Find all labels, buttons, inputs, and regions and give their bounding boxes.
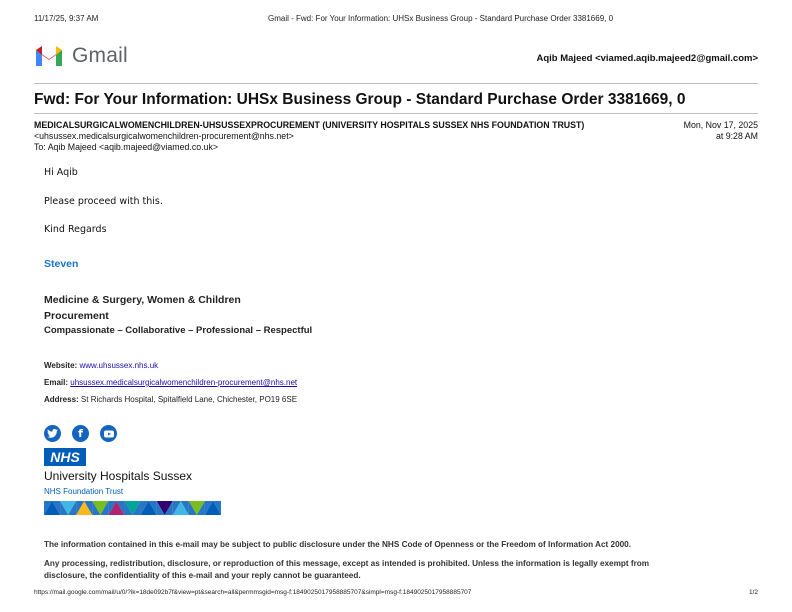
signature-name: Steven [44, 258, 79, 270]
print-timestamp: 11/17/25, 9:37 AM [34, 14, 99, 23]
account-email: Aqib Majeed <viamed.aqib.majeed2@gmail.com> [536, 53, 758, 64]
email-subject: Fwd: For Your Information: UHSx Business Group - Standard Purchase Order 3381669, 0 [34, 91, 686, 108]
gmail-wordmark: Gmail [72, 44, 128, 67]
department-line: Medicine & Surgery, Women & Children [44, 294, 241, 306]
greeting: Hi Aqib [44, 167, 78, 178]
trust-values: Compassionate – Collaborative – Professional – Respectful [44, 325, 313, 336]
facebook-icon[interactable]: f [72, 425, 89, 442]
nhs-badge: NHS [44, 448, 86, 466]
page-number: 1/2 [748, 589, 758, 596]
disclaimer-line: The information contained in this e-mail may be subject to public disclosure under the NHS Code of Openness or the Freedom of Information Act 2000. [44, 540, 632, 549]
message-text: Please proceed with this. [44, 196, 163, 207]
department-line: Procurement [44, 310, 109, 322]
website-link[interactable]: www.uhsussex.nhs.uk [79, 361, 159, 370]
address-line [44, 395, 297, 404]
trust-subtitle: NHS Foundation Trust [44, 487, 124, 496]
disclaimer-line: Any processing, redistribution, disclosure, or reproduction of this message, except as intended is prohibited. Unless the information is legally exempt from [44, 559, 650, 568]
email-label: Email: [44, 378, 69, 387]
trust-name: University Hospitals Sussex [44, 469, 193, 483]
gmail-logo-icon [34, 44, 64, 68]
closing: Kind Regards [44, 224, 107, 235]
youtube-icon[interactable] [100, 425, 117, 442]
date-line: Mon, Nov 17, 2025 [683, 120, 758, 130]
social-links [44, 425, 117, 442]
address-label: Address: [44, 395, 79, 404]
print-url: https://mail.google.com/mail/u/0/?ik=18de092b7f&view=pt&search=all&permmsgid=msg-f:1849025017958885707&simpl=msg-f:1849025017958885707 [34, 589, 472, 596]
address-text: St Richards Hospital, Spitalfield Lane, Chichester, PO19 6SE [80, 395, 298, 404]
trust-logo-stripe [44, 501, 221, 515]
recipient: To: Aqib Majeed <aqib.majeed@viamed.co.uk> [34, 142, 218, 152]
sender-address: <uhsussex.medicalsurgicalwomenchildren-procurement@nhs.net> [34, 131, 294, 141]
website-label: Website: [44, 361, 78, 370]
twitter-icon[interactable] [44, 425, 61, 442]
divider [34, 113, 758, 114]
print-title: Gmail - Fwd: For Your Information: UHSx Business Group - Standard Purchase Order 3381669, 0 [268, 14, 614, 23]
time-line: at 9:28 AM [715, 131, 758, 141]
sender-name: MEDICALSURGICALWOMENCHILDREN-UHSUSSEXPROCUREMENT (UNIVERSITY HOSPITALS SUSSEX NHS FOUNDATION TRUST) [34, 120, 585, 130]
email-line [44, 378, 297, 387]
email-date [684, 120, 758, 142]
department [44, 292, 241, 324]
website-line [44, 361, 158, 370]
divider [34, 83, 758, 84]
email-link[interactable]: uhsussex.medicalsurgicalwomenchildren-procurement@nhs.net [70, 378, 298, 387]
disclaimer-line: disclosure, the confidentiality of this e-mail and your reply cannot be guaranteed. [44, 571, 361, 580]
